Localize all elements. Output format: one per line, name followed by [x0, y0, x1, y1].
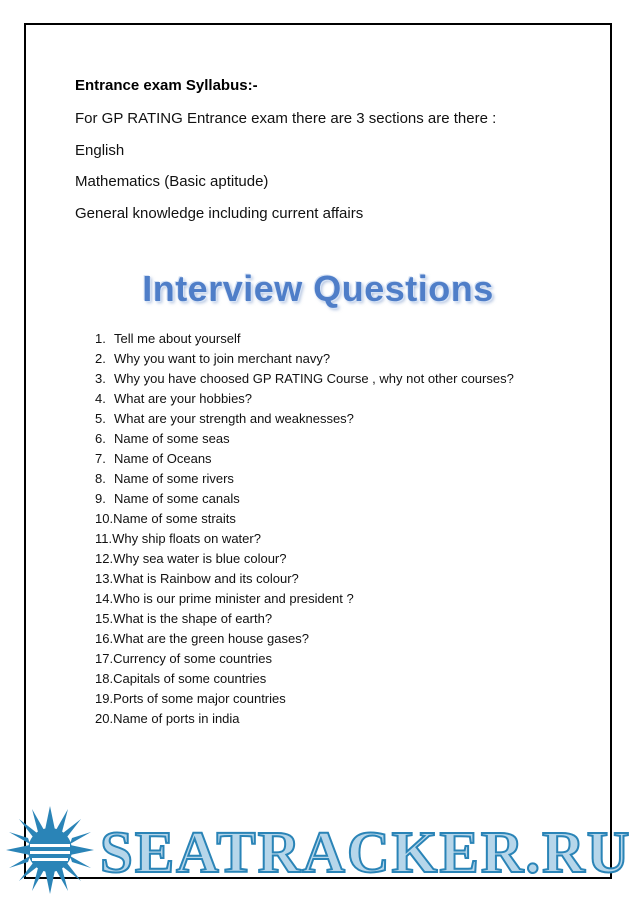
question-text: Name of some seas	[114, 431, 230, 446]
question-number: 2.	[95, 351, 106, 366]
question-item	[95, 589, 514, 609]
question-text: Currency of some countries	[113, 651, 273, 666]
interview-question-list	[95, 329, 514, 729]
question-number: 14.	[95, 591, 114, 606]
question-text: What are your hobbies?	[114, 391, 253, 406]
question-item	[95, 409, 514, 429]
question-item	[95, 469, 514, 489]
question-number: 13.	[95, 571, 114, 586]
syllabus-intro: For GP RATING Entrance exam there are 3 sections are there :	[75, 110, 497, 127]
question-number: 8.	[95, 471, 106, 486]
question-text: Name of Oceans	[114, 451, 212, 466]
question-item	[95, 329, 514, 349]
question-number: 10.	[95, 511, 114, 526]
question-item	[95, 549, 514, 569]
question-text: Name of some rivers	[114, 471, 234, 486]
question-item	[95, 569, 514, 589]
question-text: Name of some canals	[114, 491, 240, 506]
question-text: Ports of some major countries	[113, 691, 286, 706]
question-item	[95, 689, 514, 709]
question-text: Why ship floats on water?	[112, 531, 261, 546]
question-number: 3.	[95, 371, 106, 386]
syllabus-heading: Entrance exam Syllabus:-	[75, 77, 258, 94]
question-text: What is the shape of earth?	[113, 611, 273, 626]
question-text: Why sea water is blue colour?	[113, 551, 287, 566]
question-number: 19.	[95, 691, 114, 706]
question-text: What are the green house gases?	[113, 631, 309, 646]
question-number: 6.	[95, 431, 106, 446]
question-item	[95, 609, 514, 629]
question-text: What is Rainbow and its colour?	[113, 571, 299, 586]
question-number: 5.	[95, 411, 106, 426]
question-text: Why you want to join merchant navy?	[114, 351, 331, 366]
question-text: What are your strength and weaknesses?	[114, 411, 354, 426]
section-general-knowledge: General knowledge including current affairs	[75, 205, 364, 222]
question-number: 1.	[95, 331, 106, 346]
question-text: Who is our prime minister and president ?	[113, 591, 354, 606]
question-number: 20.	[95, 711, 114, 726]
question-number: 15.	[95, 611, 114, 626]
question-number: 7.	[95, 451, 106, 466]
watermark-text: SEATRACKER.RU	[100, 819, 632, 885]
question-item	[95, 429, 514, 449]
question-text: Capitals of some countries	[113, 671, 267, 686]
question-item	[95, 449, 514, 469]
sun-logo-icon	[0, 800, 100, 900]
question-item	[95, 669, 514, 689]
question-item	[95, 389, 514, 409]
question-item	[95, 349, 514, 369]
interview-questions-title: Interview Questions	[142, 268, 494, 309]
question-item	[95, 709, 514, 729]
question-text: Why you have choosed GP RATING Course , why not other courses?	[114, 371, 514, 386]
question-text: Name of some straits	[113, 511, 236, 526]
question-text: Name of ports in india	[113, 711, 240, 726]
question-item	[95, 529, 514, 549]
question-text: Tell me about yourself	[114, 331, 241, 346]
question-item	[95, 489, 514, 509]
question-number: 11.	[95, 531, 113, 546]
question-number: 12.	[95, 551, 114, 566]
question-item	[95, 509, 514, 529]
question-item	[95, 369, 514, 389]
question-number: 18.	[95, 671, 114, 686]
question-item	[95, 649, 514, 669]
section-english: English	[75, 142, 125, 159]
question-number: 16.	[95, 631, 114, 646]
section-mathematics: Mathematics (Basic aptitude)	[75, 173, 269, 190]
question-number: 9.	[95, 491, 106, 506]
question-number: 17.	[95, 651, 114, 666]
question-number: 4.	[95, 391, 106, 406]
question-item	[95, 629, 514, 649]
